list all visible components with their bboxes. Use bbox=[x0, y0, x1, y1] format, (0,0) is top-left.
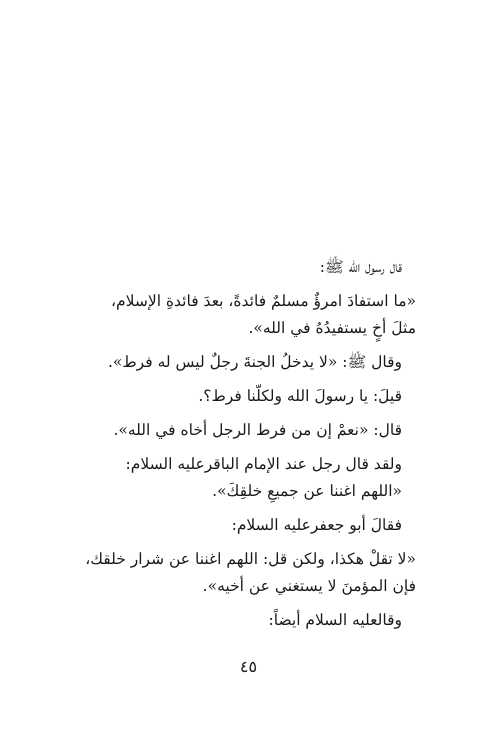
paragraph-man-supplication: ولقد قال رجل عند الإمام الباقرعليه السلام: «اللهم اغننا عن جميعِ خلقِكَ». bbox=[125, 455, 402, 500]
body-text bbox=[82, 254, 416, 641]
paragraph-hadith-farat: وقال ﷺ: «لا يدخلُ الجنةَ رجلٌ ليس له فرط». bbox=[107, 353, 402, 371]
paragraph-imam-correction: «لا تقلْ هكذا، ولكن قل: اللهم اغننا عن شرار خلقك، فإن المؤمنَ لا يستغني عن أخيه». bbox=[85, 550, 416, 595]
page-number: ٤٥ bbox=[239, 657, 258, 676]
paragraph-abu-jafar-said: فقالَ أبو جعفرعليه السلام: bbox=[231, 516, 402, 534]
paragraph-intro-hadith: قال رسول الله ﷺ: bbox=[319, 258, 402, 276]
paragraph-answer: قال: «نعمْ إن من فرط الرجل أخاه في الله». bbox=[113, 421, 402, 439]
paragraph-hadith-brother-benefit: «ما استفادَ امرؤٌ مسلمٌ فائدةً، بعدَ فائدةِ الإسلام، مثلَ أخٍ يستفيدُهُ في الله». bbox=[111, 292, 416, 337]
paragraph-and-he-said: وقالعليه السلام أيضاً: bbox=[268, 611, 402, 629]
paragraph-question: قيلَ: يا رسولَ الله ولكلّنا فرط؟. bbox=[198, 387, 402, 405]
